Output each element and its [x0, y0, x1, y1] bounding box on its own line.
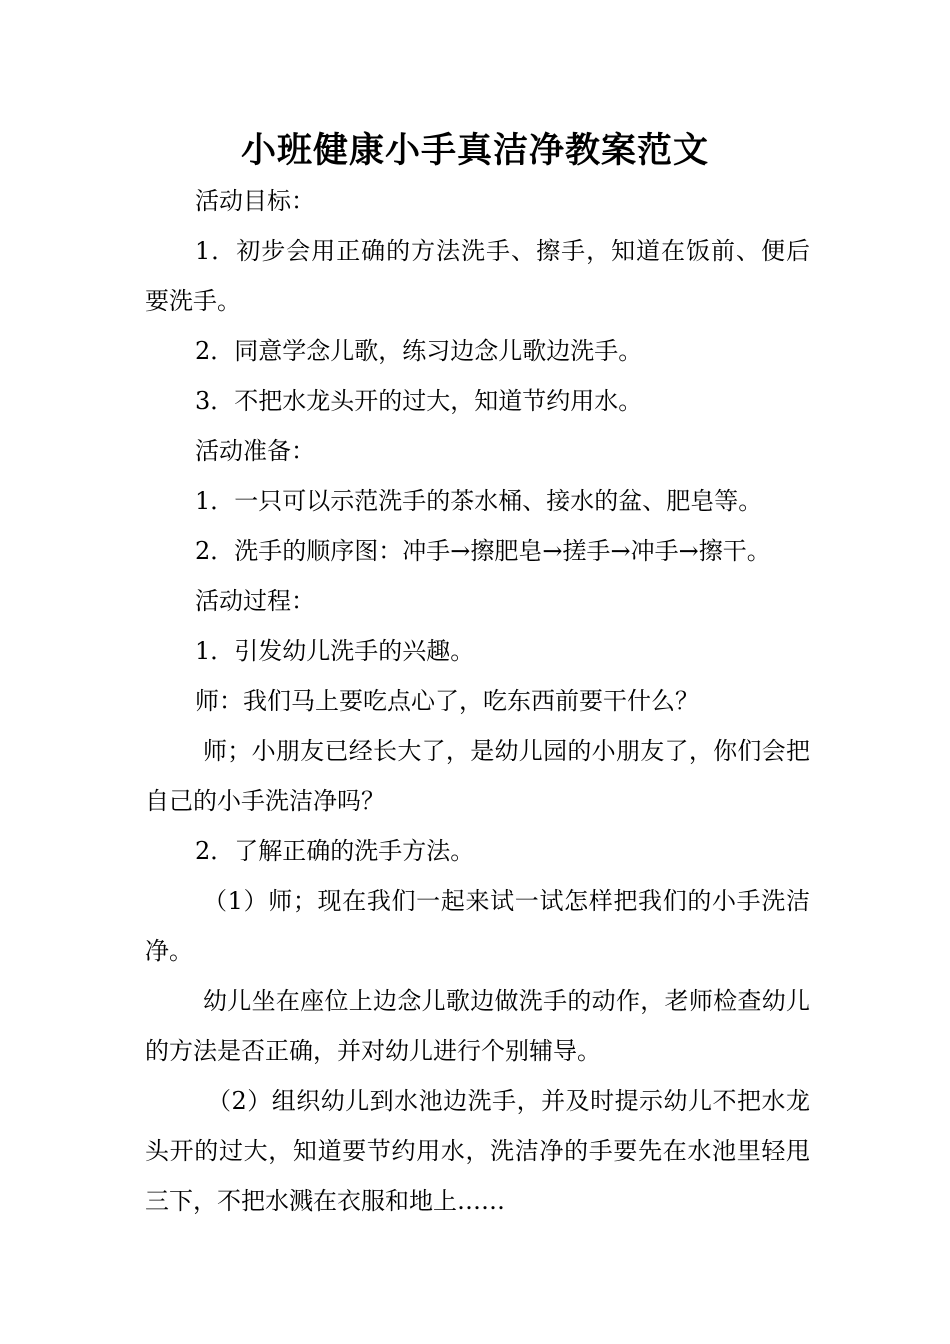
process-step-1: 1．引发幼儿洗手的兴趣。	[195, 637, 475, 665]
objective-item-2: 2．同意学念儿歌，练习边念儿歌边洗手。	[195, 337, 643, 365]
process-step-2: 2．了解正确的洗手方法。	[195, 837, 475, 865]
teacher-line-1: 师：我们马上要吃点心了，吃东西前要干什么？	[195, 687, 699, 715]
document-body	[145, 176, 810, 1226]
process-note: 幼儿坐在座位上边念儿歌边做洗手的动作，老师检查幼儿的方法是否正确，并对幼儿进行个别辅导。	[145, 987, 810, 1065]
section-heading-preparation: 活动准备：	[195, 437, 315, 465]
objective-item-3: 3．不把水龙头开的过大，知道节约用水。	[195, 387, 643, 415]
teacher-line-2: 师；小朋友已经长大了，是幼儿园的小朋友了，你们会把自己的小手洗洁净吗？	[145, 737, 810, 815]
process-substep-2: （2）组织幼儿到水池边洗手，并及时提示幼儿不把水龙头开的过大，知道要节约用水，洗洁净的手要先在水池里轻甩三下，不把水溅在衣服和地上……	[145, 1087, 810, 1215]
objective-item-1: 1．初步会用正确的方法洗手、擦手，知道在饭前、便后要洗手。	[145, 237, 810, 315]
preparation-item-2: 2．洗手的顺序图：冲手→擦肥皂→搓手→冲手→擦干。	[195, 537, 771, 565]
document-title: 小班健康小手真洁净教案范文	[240, 131, 709, 171]
preparation-item-1: 1．一只可以示范洗手的茶水桶、接水的盆、肥皂等。	[195, 487, 763, 515]
process-substep-1: （1）师；现在我们一起来试一试怎样把我们的小手洗洁净。	[145, 887, 810, 965]
section-heading-objectives: 活动目标：	[195, 187, 315, 215]
section-heading-process: 活动过程：	[195, 587, 315, 615]
